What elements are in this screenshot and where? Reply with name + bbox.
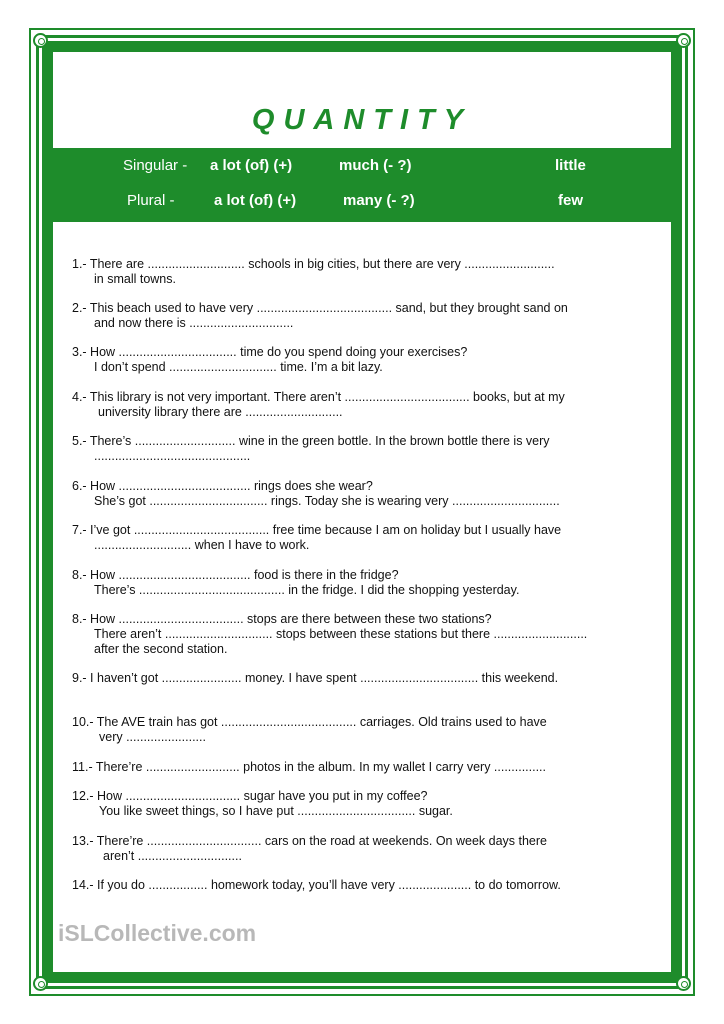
corner-ornament-icon: [33, 33, 48, 48]
plural-many: many (- ?): [343, 192, 415, 209]
exercise-line: 9.- I haven’t got ....................... money. I have spent .................................. this weekend.: [72, 671, 559, 685]
exercise-line: 13.- There’re ................................. cars on the road at weekends. On week days there: [72, 834, 547, 848]
exercise-line: 4.- This library is not very important. There aren’t .................................... books, but at my: [72, 390, 565, 404]
exercise-line: in small towns.: [94, 272, 176, 286]
singular-little: little: [555, 157, 586, 174]
quantity-table: [53, 148, 671, 222]
plural-a-lot: a lot (of) (+): [214, 192, 297, 209]
exercise-line: ............................ when I have to work.: [94, 538, 310, 552]
exercise-line: 5.- There’s ............................. wine in the green bottle. In the brown bottle there is very: [72, 434, 550, 448]
exercise-item: [72, 715, 662, 745]
exercise-item: [72, 760, 662, 775]
exercise-line: 1.- There are ............................ schools in big cities, but there are very ..........................: [72, 257, 555, 271]
page-title: QUANTITY: [251, 104, 473, 136]
exercise-item: [72, 671, 662, 686]
exercise-line: 8.- How ...................................... food is there in the fridge?: [72, 568, 399, 582]
exercise-line: after the second station.: [94, 642, 228, 656]
exercise-line: There aren’t ............................... stops between these stations but there ...........................: [94, 627, 588, 641]
exercise-line: You like sweet things, so I have put .................................. sugar.: [99, 804, 453, 818]
exercise-line: .............................................: [94, 449, 251, 463]
exercise-line: 12.- How ................................. sugar have you put in my coffee?: [72, 789, 428, 803]
corner-ornament-icon: [676, 33, 691, 48]
exercise-item: [72, 390, 662, 420]
exercise-item: [72, 612, 662, 657]
plural-few: few: [558, 192, 584, 209]
exercise-item: [72, 568, 662, 598]
exercise-line: There’s .......................................... in the fridge. I did the shopping yesterday.: [94, 583, 520, 597]
exercise-line: very .......................: [99, 730, 206, 744]
exercise-item: [72, 301, 662, 331]
exercise-line: 11.- There’re ........................... photos in the album. In my wallet I carry very ...............: [72, 760, 547, 774]
exercise-line: 10.- The AVE train has got ....................................... carriages. Old trains used to have: [72, 715, 547, 729]
exercise-line: 7.- I’ve got ....................................... free time because I am on holiday but I usually have: [72, 523, 562, 537]
exercise-item: [72, 523, 662, 553]
corner-ornament-icon: [33, 976, 48, 991]
exercise-line: 2.- This beach used to have very ....................................... sand, but they brought sand on: [72, 301, 568, 315]
exercise-item: [72, 434, 662, 464]
exercise-line: and now there is ..............................: [94, 316, 294, 330]
singular-a-lot: a lot (of) (+): [210, 157, 293, 174]
singular-label: Singular -: [123, 157, 188, 174]
exercise-item: [72, 345, 662, 375]
site-watermark: iSLCollective.com: [58, 920, 257, 946]
exercise-line: university library there are ............................: [98, 405, 343, 419]
exercise-item: [72, 257, 662, 287]
exercise-line: aren’t ..............................: [103, 849, 242, 863]
plural-label: Plural -: [127, 192, 175, 209]
exercise-line: 6.- How ...................................... rings does she wear?: [72, 479, 373, 493]
exercise-line: She’s got .................................. rings. Today she is wearing very ...............................: [94, 494, 560, 508]
exercise-line: 14.- If you do ................. homework today, you’ll have very ..................... to do tomorrow.: [72, 878, 561, 892]
corner-ornament-icon: [676, 976, 691, 991]
exercise-line: 8.- How .................................... stops are there between these two stations?: [72, 612, 492, 626]
exercise-line: I don’t spend ............................... time. I’m a bit lazy.: [94, 360, 383, 374]
exercise-item: [72, 878, 662, 893]
exercise-line: 3.- How .................................. time do you spend doing your exercises?: [72, 345, 468, 359]
singular-much: much (- ?): [339, 157, 412, 174]
exercise-item: [72, 479, 662, 509]
exercise-item: [72, 834, 662, 864]
exercise-item: [72, 789, 662, 819]
